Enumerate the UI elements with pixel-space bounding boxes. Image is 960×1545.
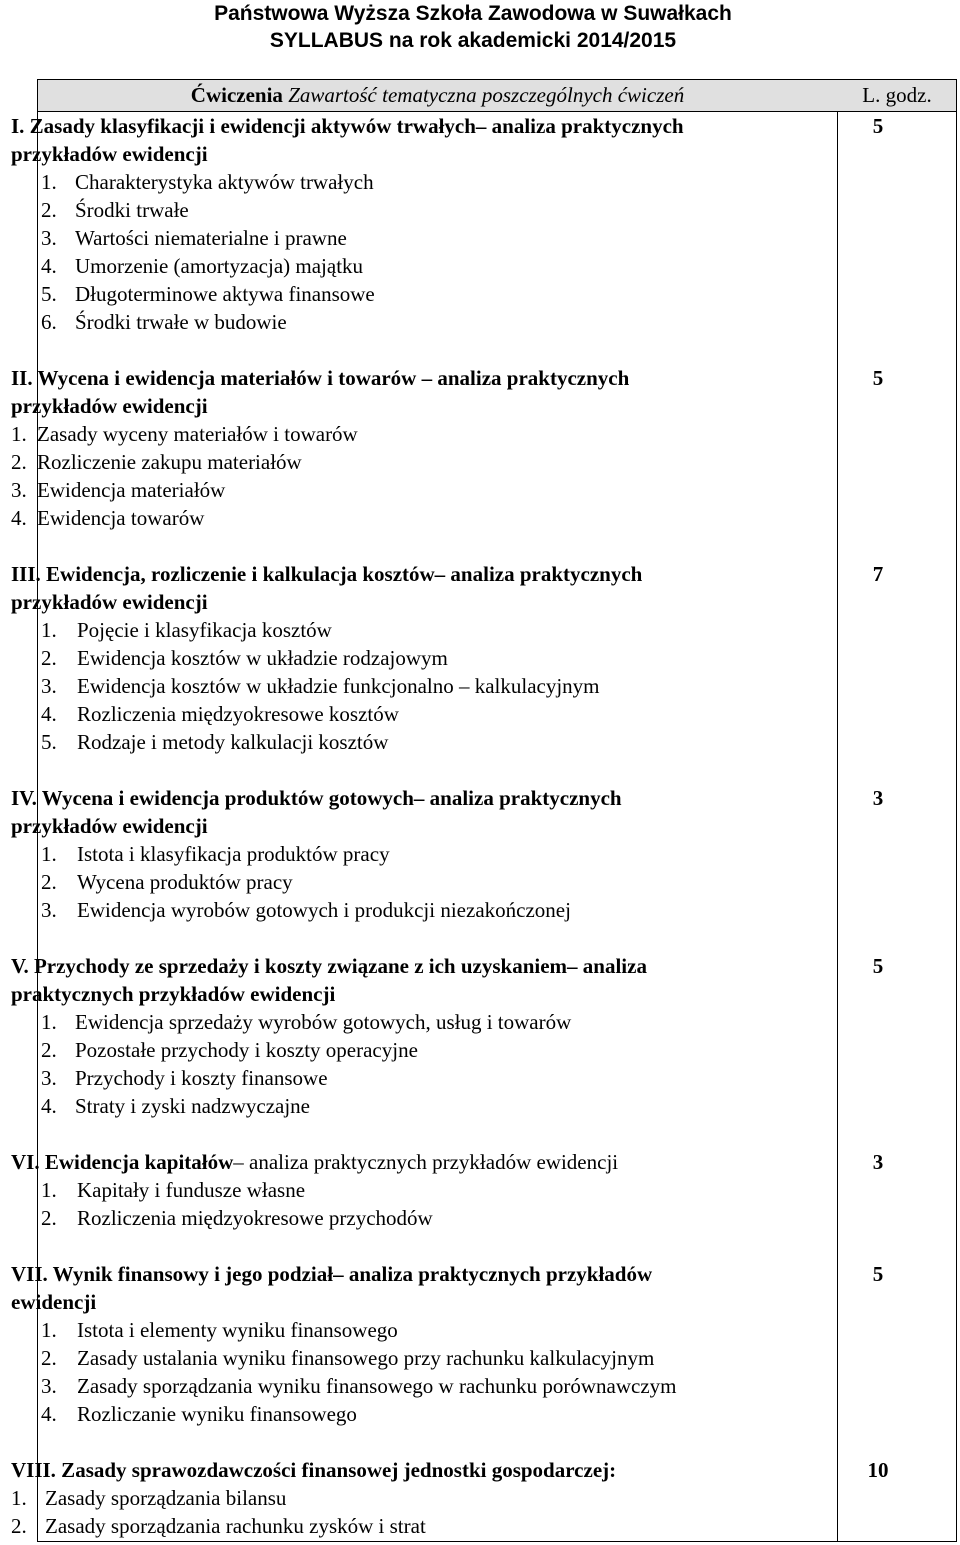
item-text: Ewidencja kosztów w układzie rodzajowym bbox=[77, 646, 448, 670]
list-item bbox=[11, 1316, 811, 1344]
item-text: Ewidencja sprzedaży wyrobów gotowych, usług i towarów bbox=[75, 1010, 572, 1034]
item-text: Rodzaje i metody kalkulacji kosztów bbox=[77, 730, 389, 754]
hours-value: 7 bbox=[872, 562, 884, 586]
item-text: Zasady wyceny materiałów i towarów bbox=[37, 422, 358, 446]
list-item bbox=[11, 196, 811, 224]
item-text: Umorzenie (amortyzacja) majątku bbox=[75, 254, 364, 278]
table-body bbox=[11, 112, 811, 1540]
item-text: Zasady ustalania wyniku finansowego przy rachunku kalkulacyjnym bbox=[77, 1346, 655, 1370]
section-title-cont: ewidencji bbox=[11, 1290, 97, 1314]
hours-value: 5 bbox=[872, 114, 884, 138]
item-text: Zasady sporządzania wyniku finansowego w rachunku porównawczym bbox=[77, 1374, 677, 1398]
item-number: 3. bbox=[11, 478, 27, 502]
item-number: 5. bbox=[41, 730, 57, 754]
list-item bbox=[11, 868, 811, 896]
item-number: 2. bbox=[41, 1206, 57, 1230]
section-title: IV. Wycena i ewidencja produktów gotowych– analiza praktycznych bbox=[11, 786, 622, 810]
item-text: Straty i zyski nadzwyczajne bbox=[75, 1094, 310, 1118]
item-text: Rozliczanie wyniku finansowego bbox=[77, 1402, 357, 1426]
item-text: Ewidencja towarów bbox=[37, 506, 205, 530]
section-4 bbox=[11, 784, 811, 924]
hours-value: 3 bbox=[872, 786, 884, 810]
item-number: 2. bbox=[41, 198, 57, 222]
list-item bbox=[11, 1372, 811, 1400]
item-text: Długoterminowe aktywa finansowe bbox=[75, 282, 375, 306]
topics-header-italic: Zawartość tematyczna poszczególnych ćwiczeń bbox=[288, 83, 685, 107]
list-item bbox=[11, 1344, 811, 1372]
section-title-cont: przykładów ewidencji bbox=[11, 814, 208, 838]
list-item bbox=[11, 420, 811, 448]
hours-column-header: L. godz. bbox=[862, 83, 932, 107]
list-item bbox=[11, 840, 811, 868]
item-number: 2. bbox=[11, 1514, 27, 1538]
item-number: 4. bbox=[41, 254, 57, 278]
item-number: 1. bbox=[41, 1178, 57, 1202]
section-title: I. Zasady klasyfikacji i ewidencji aktywów trwałych– analiza praktycznych bbox=[11, 114, 684, 138]
item-number: 4. bbox=[41, 1402, 57, 1426]
item-number: 1. bbox=[41, 1318, 57, 1342]
section-title: VIII. Zasady sprawozdawczości finansowej jednostki gospodarczej: bbox=[11, 1458, 617, 1482]
hours-value: 10 bbox=[867, 1458, 889, 1482]
institution-name: Państwowa Wyższa Szkoła Zawodowa w Suwałkach bbox=[214, 2, 732, 25]
item-number: 3. bbox=[41, 674, 57, 698]
list-item bbox=[11, 1484, 811, 1512]
item-number: 3. bbox=[41, 898, 57, 922]
item-text: Kapitały i fundusze własne bbox=[77, 1178, 306, 1202]
list-item bbox=[11, 1176, 811, 1204]
list-item bbox=[11, 252, 811, 280]
item-text: Ewidencja kosztów w układzie funkcjonalno – kalkulacyjnym bbox=[77, 674, 600, 698]
table-header bbox=[38, 80, 956, 112]
list-item bbox=[11, 1204, 811, 1232]
item-number: 6. bbox=[41, 310, 57, 334]
item-number: 4. bbox=[41, 1094, 57, 1118]
list-item bbox=[11, 616, 811, 644]
hours-value: 5 bbox=[872, 954, 884, 978]
item-number: 5. bbox=[41, 282, 57, 306]
item-text: Ewidencja materiałów bbox=[37, 478, 226, 502]
hours-value: 5 bbox=[872, 1262, 884, 1286]
list-item bbox=[11, 504, 811, 532]
item-text: Rozliczenia międzyokresowe przychodów bbox=[77, 1206, 433, 1230]
list-item bbox=[11, 1008, 811, 1036]
section-title bbox=[11, 1148, 811, 1176]
item-text: Środki trwałe w budowie bbox=[75, 310, 287, 334]
section-title-cont: praktycznych przykładów ewidencji bbox=[11, 982, 336, 1006]
list-item bbox=[11, 448, 811, 476]
item-number: 1. bbox=[41, 1010, 57, 1034]
list-item bbox=[11, 280, 811, 308]
list-item bbox=[11, 168, 811, 196]
section-8 bbox=[11, 1456, 811, 1540]
section-7 bbox=[11, 1260, 811, 1428]
item-number: 2. bbox=[41, 646, 57, 670]
list-item bbox=[11, 672, 811, 700]
section-5 bbox=[11, 952, 811, 1120]
list-item bbox=[11, 1512, 811, 1540]
section-title: V. Przychody ze sprzedaży i koszty związane z ich uzyskaniem– analiza bbox=[11, 954, 647, 978]
item-number: 1. bbox=[11, 422, 27, 446]
item-text: Przychody i koszty finansowe bbox=[75, 1066, 328, 1090]
list-item bbox=[11, 308, 811, 336]
item-text: Rozliczenie zakupu materiałów bbox=[37, 450, 302, 474]
item-number: 2. bbox=[41, 1346, 57, 1370]
item-number: 2. bbox=[41, 870, 57, 894]
list-item bbox=[11, 1064, 811, 1092]
section-title-cont: przykładów ewidencji bbox=[11, 590, 208, 614]
section-title-cont: przykładów ewidencji bbox=[11, 394, 208, 418]
list-item bbox=[11, 476, 811, 504]
section-1 bbox=[11, 112, 811, 336]
hours-value: 5 bbox=[872, 366, 884, 390]
item-number: 2. bbox=[11, 450, 27, 474]
item-text: Zasady sporządzania bilansu bbox=[45, 1486, 287, 1510]
item-text: Środki trwałe bbox=[75, 198, 189, 222]
item-text: Istota i elementy wyniku finansowego bbox=[77, 1318, 398, 1342]
item-number: 1. bbox=[41, 618, 57, 642]
item-text: Wycena produktów pracy bbox=[77, 870, 293, 894]
item-number: 3. bbox=[41, 1374, 57, 1398]
item-number: 1. bbox=[41, 842, 57, 866]
item-text: Zasady sporządzania rachunku zysków i strat bbox=[45, 1514, 426, 1538]
section-title: VII. Wynik finansowy i jego podział– analiza praktycznych przykładów bbox=[11, 1262, 653, 1286]
section-title-cont: przykładów ewidencji bbox=[11, 142, 208, 166]
topics-header-bold: Ćwiczenia bbox=[190, 83, 283, 107]
list-item bbox=[11, 1036, 811, 1064]
item-text: Rozliczenia międzyokresowe kosztów bbox=[77, 702, 399, 726]
section-title: III. Ewidencja, rozliczenie i kalkulacja kosztów– analiza praktycznych bbox=[11, 562, 643, 586]
item-text: Charakterystyka aktywów trwałych bbox=[75, 170, 374, 194]
item-number: 2. bbox=[41, 1038, 57, 1062]
item-number: 4. bbox=[41, 702, 57, 726]
hours-value: 3 bbox=[872, 1150, 884, 1174]
section-title: II. Wycena i ewidencja materiałów i towarów – analiza praktycznych bbox=[11, 366, 630, 390]
section-6 bbox=[11, 1148, 811, 1232]
list-item bbox=[11, 728, 811, 756]
list-item bbox=[11, 700, 811, 728]
item-number: 1. bbox=[41, 170, 57, 194]
item-text: Ewidencja wyrobów gotowych i produkcji niezakończonej bbox=[77, 898, 571, 922]
section-3 bbox=[11, 560, 811, 756]
item-text: Pojęcie i klasyfikacja kosztów bbox=[77, 618, 332, 642]
list-item bbox=[11, 644, 811, 672]
list-item bbox=[11, 1400, 811, 1428]
item-number: 3. bbox=[41, 1066, 57, 1090]
item-number: 1. bbox=[11, 1486, 27, 1510]
item-text: Istota i klasyfikacja produktów pracy bbox=[77, 842, 390, 866]
item-text: Wartości niematerialne i prawne bbox=[75, 226, 347, 250]
syllabus-title: SYLLABUS na rok akademicki 2014/2015 bbox=[269, 29, 677, 52]
section-title-bold: VI. Ewidencja kapitałów bbox=[11, 1150, 234, 1174]
item-text: Pozostałe przychody i koszty operacyjne bbox=[75, 1038, 418, 1062]
section-2 bbox=[11, 364, 811, 532]
section-title-rest: – analiza praktycznych przykładów ewidencji bbox=[233, 1150, 619, 1174]
topics-column-header bbox=[38, 80, 837, 111]
item-number: 4. bbox=[11, 506, 27, 530]
list-item bbox=[11, 224, 811, 252]
list-item bbox=[11, 1092, 811, 1120]
list-item bbox=[11, 896, 811, 924]
item-number: 3. bbox=[41, 226, 57, 250]
